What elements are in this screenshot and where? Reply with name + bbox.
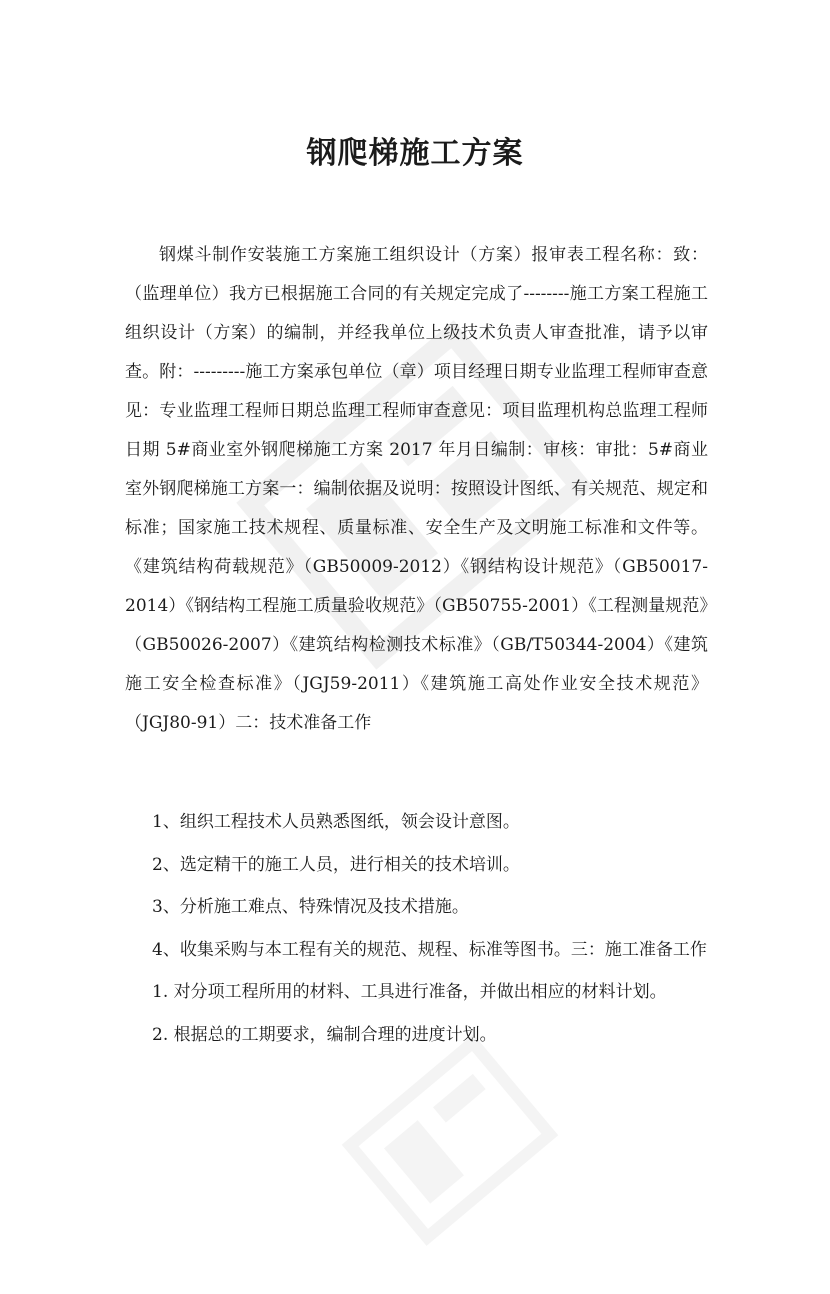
list-item: 4、收集采购与本工程有关的规范、规程、标准等图书。三：施工准备工作 (152, 939, 707, 960)
page-title: 钢爬梯施工方案 (306, 136, 524, 172)
body-paragraph: 钢煤斗制作安装施工方案施工组织设计（方案）报审表工程名称：致：（监理单位）我方已根据施工合同的有关规定完成了--------施工方案工程施工组织设计（方案）的编制，并经我单位上级技术负责人审查批准，请予以审查。附：---------施工方案承包单位（章）项目经理日期专业监理工程师审查意见：专业监理工程师日期总监理工程师审查意见：项目监理机构总监理工程师日期 5#商业室外钢爬梯施工方案 2017 年月日编制：审核：审批：5#商业室外钢爬梯施工方案一：编制依据及说明：按照设计图纸、有关规范、规定和标准；国家施工技术规程、质量标准、安全生产及文明施工标准和文件等。《建筑结构荷载规范》（GB50009-2012）《钢结构设计规范》（GB50017-2014）《钢结构工程施工质量验收规范》（GB50755-2001）《工程测量规范》（GB50026-2007）《建筑结构检测技术标准》（GB/T50344-2004）《建筑施工安全检查标准》（JGJ59-2011）《建筑施工高处作业安全技术规范》（JGJ80-91）二：技术准备工作 (125, 245, 708, 733)
list-item: 2. 根据总的工期要求，编制合理的进度计划。 (152, 1024, 497, 1045)
item-list (125, 801, 708, 1056)
list-item: 2、选定精干的施工人员，进行相关的技术培训。 (152, 854, 520, 875)
list-item: 1、组织工程技术人员熟悉图纸，领会设计意图。 (152, 812, 520, 832)
list-item: 3、分析施工难点、特殊情况及技术措施。 (152, 897, 469, 917)
list-item: 1. 对分项工程所用的材料、工具进行准备，并做出相应的材料计划。 (152, 982, 667, 1002)
